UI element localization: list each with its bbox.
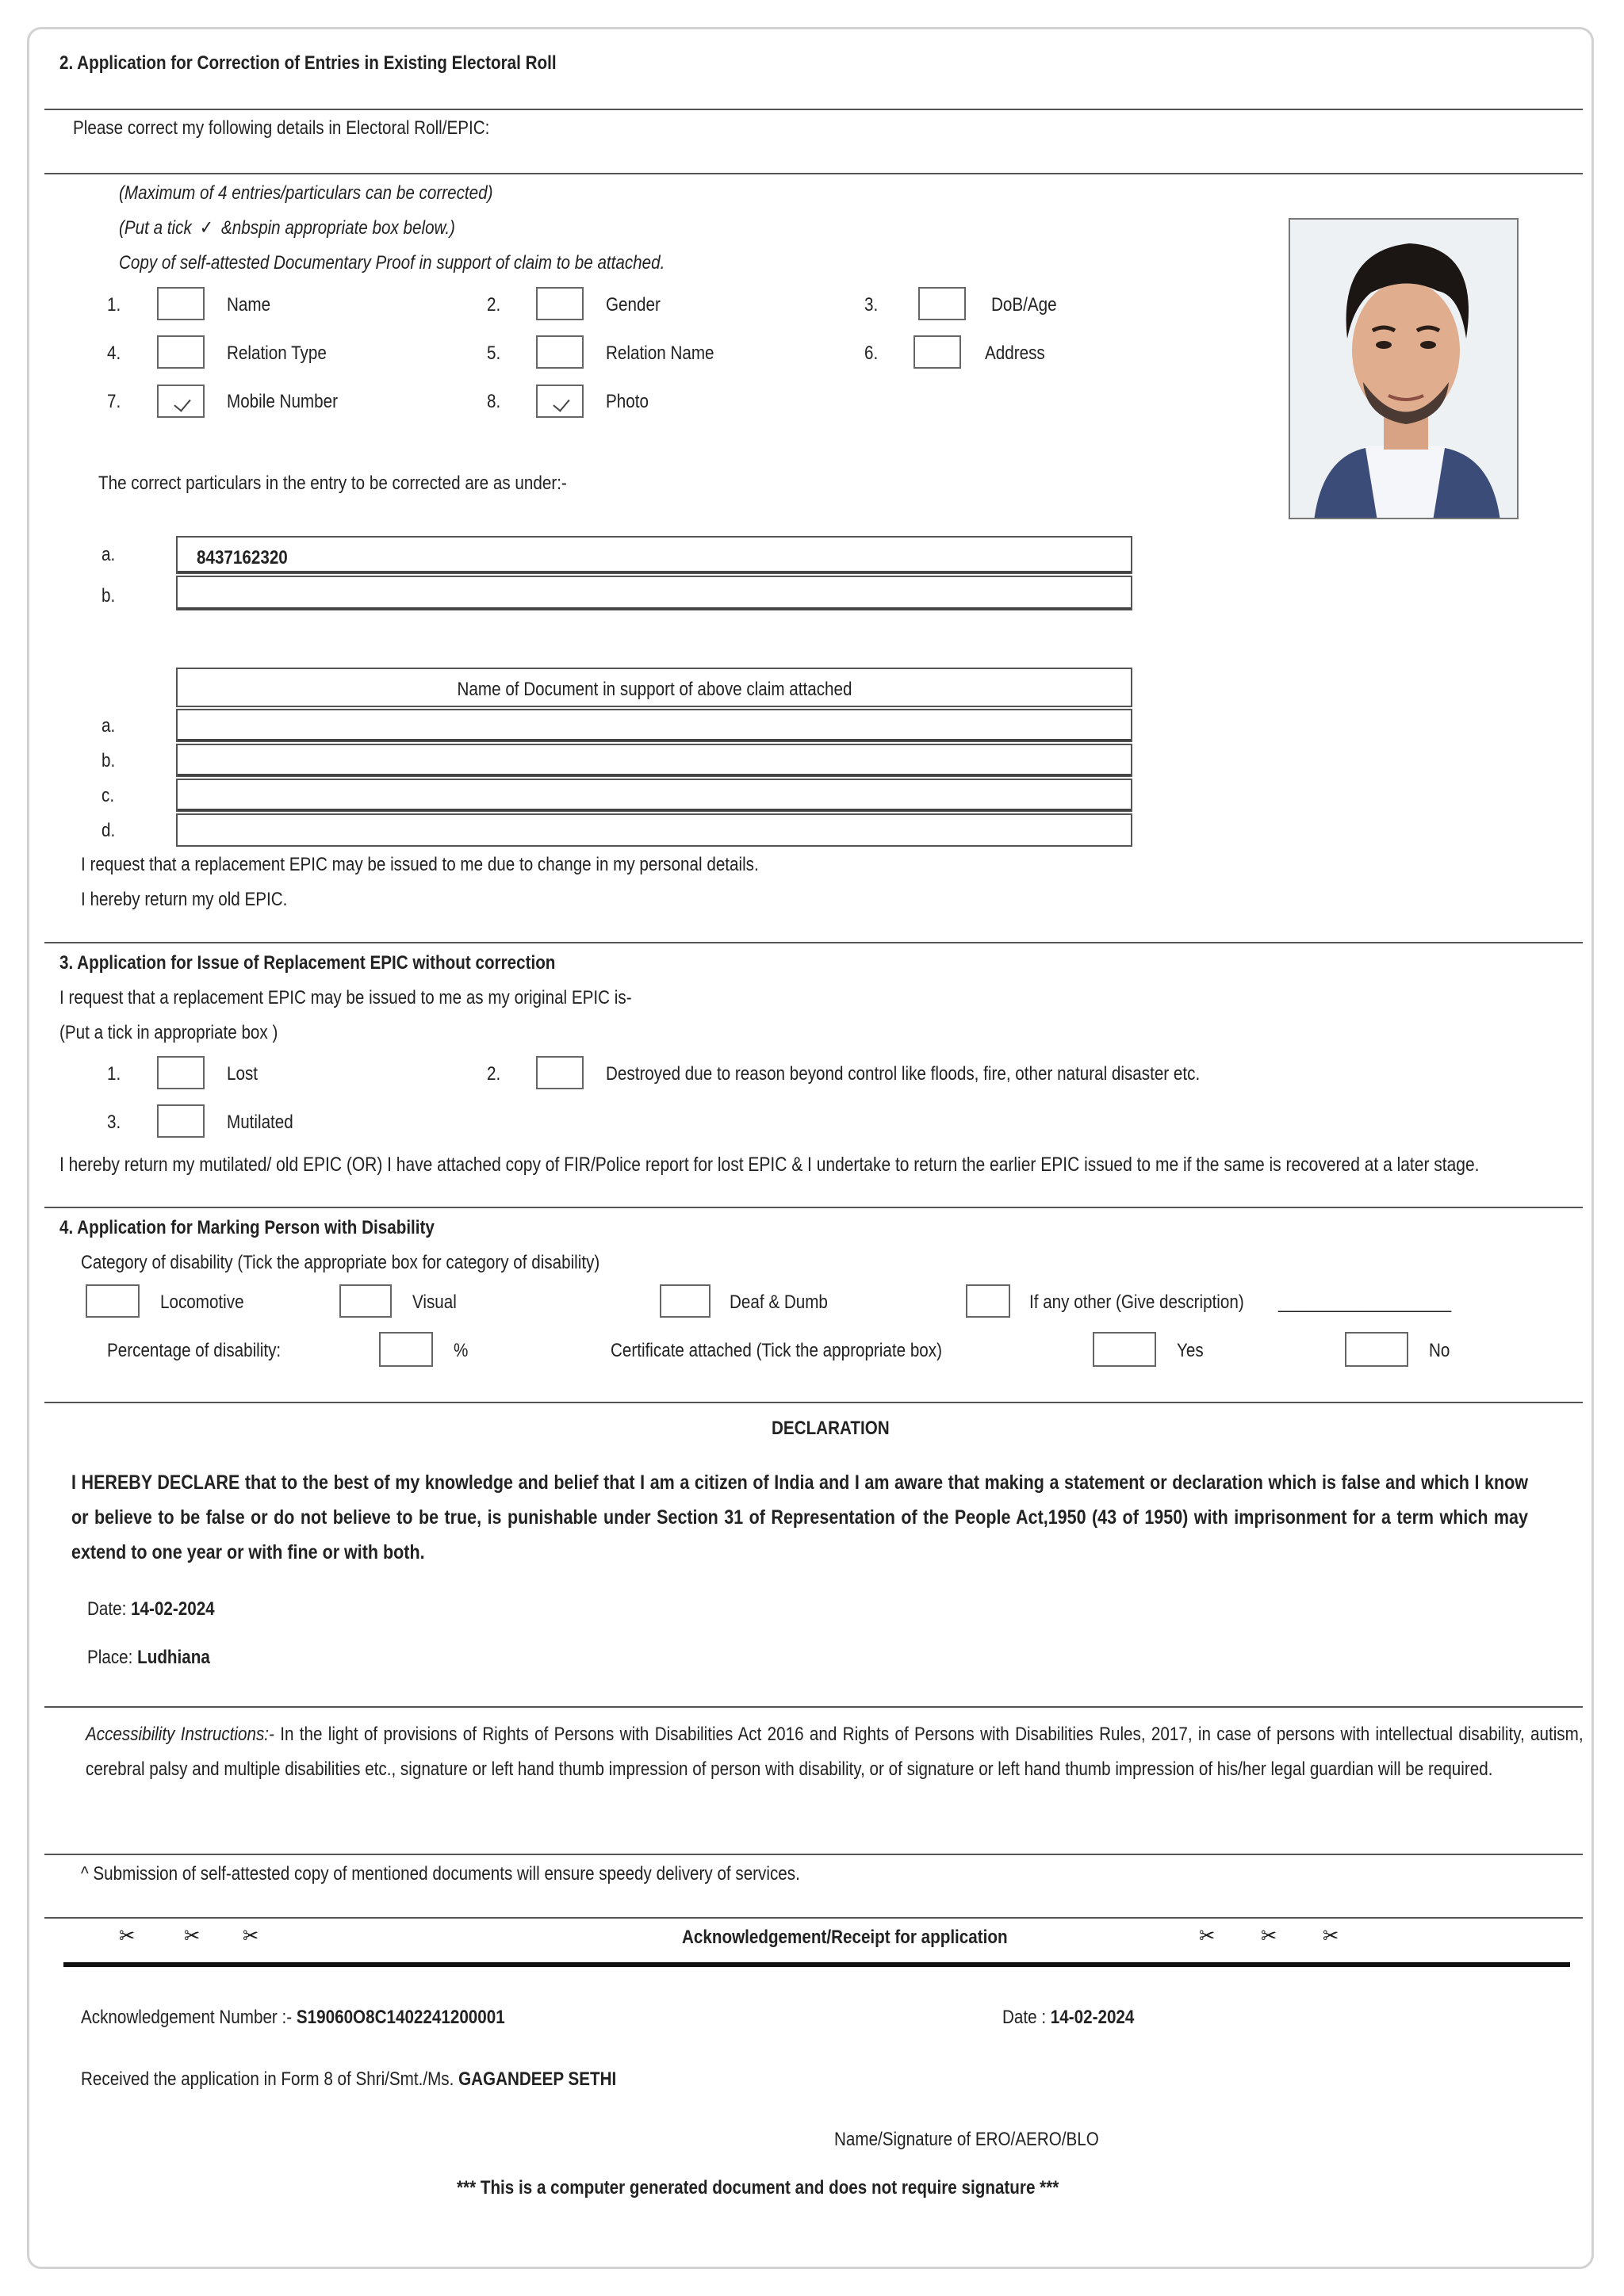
acknowledgement-number [81,2007,505,2029]
option-label: Address [985,342,1045,364]
correct-particulars-label: The correct particulars in the entry to be corrected are as under:- [98,473,567,494]
section2-title: 2. Application for Correction of Entries in Existing Electoral Roll [59,52,557,74]
destroyed-checkbox[interactable] [536,1056,584,1089]
option-label: Mobile Number [227,391,338,412]
applicant-photo-portrait [1290,220,1519,519]
note-tick [119,217,455,239]
no-label: No [1429,1340,1450,1361]
option-label: DoB/Age [991,294,1057,316]
option-number: 2. [487,294,501,316]
row-letter: a. [102,544,116,565]
row-letter: a. [102,715,116,737]
acknowledgement-title: Acknowledgement/Receipt for application [682,1927,1008,1948]
scissors-icon: ✂ [1261,1923,1277,1948]
scissors-icon: ✂ [119,1923,136,1948]
scissors-icon: ✂ [1323,1923,1339,1948]
accessibility-instructions [86,1717,1584,1787]
option-label: Lost [227,1063,259,1085]
visual-checkbox[interactable] [339,1284,392,1318]
option-label: Mutilated [227,1112,293,1133]
note-tick-before: (Put a tick [119,217,192,239]
option-label: Name [227,294,271,316]
name-checkbox[interactable] [157,287,205,320]
document-d-field[interactable] [176,813,1132,847]
percentage-input[interactable] [379,1332,433,1367]
option-label: Destroyed due to reason beyond control like floods, fire, other natural disaster etc. [606,1063,1201,1085]
divider [44,1706,1583,1708]
ack-date-value: 14-02-2024 [1050,2007,1135,2028]
divider [44,1402,1583,1403]
certificate-no-checkbox[interactable] [1345,1332,1408,1367]
lost-checkbox[interactable] [157,1056,205,1089]
place-label: Place: [87,1647,133,1668]
row-letter: b. [102,585,116,607]
divider [44,109,1583,110]
note-max-entries: (Maximum of 4 entries/particulars can be corrected) [119,182,493,204]
option-number: 3. [107,1112,121,1133]
document-a-field[interactable] [176,709,1132,742]
declaration-place [87,1647,210,1669]
submission-note-text: ^ Submission of self-attested copy of mentioned documents will ensure speedy delivery of services. [81,1863,800,1885]
applicant-photo [1289,218,1519,519]
tick-mark-icon: ✓ [199,217,214,239]
cut-line [63,1962,1570,1967]
section3-title: 3. Application for Issue of Replacement EPIC without correction [59,952,556,974]
particular-a-value: 8437162320 [197,547,288,568]
section3-request: I request that a replacement EPIC may be issued to me as my original EPIC is- [59,987,632,1008]
dob-age-checkbox[interactable] [918,287,966,320]
address-checkbox[interactable] [914,335,961,369]
disability-category-label: Category of disability (Tick the appropriate box for category of disability) [81,1252,600,1273]
section4-title: 4. Application for Marking Person with Disability [59,1217,435,1238]
scissors-icon: ✂ [243,1923,259,1948]
category-label: Visual [412,1292,457,1313]
certificate-yes-checkbox[interactable] [1093,1332,1156,1367]
locomotive-checkbox[interactable] [86,1284,140,1318]
relation-type-checkbox[interactable] [157,335,205,369]
scissors-icon: ✂ [1199,1923,1216,1948]
declaration-title: DECLARATION [772,1418,890,1439]
divider [44,1854,1583,1855]
declaration-text: I HEREBY DECLARE that to the best of my knowledge and belief that I am a citizen of India and I am aware that making a statement or declaration which is false and which I know or believe to be false or do not believe to be true, is punishable under Section 31 of Representation of the People Act,1950 (43 of 1950) with imprisonment for a term which may extend to one year or with fine or with both. [71,1471,1528,1563]
other-description-field[interactable]: ___________________ [1278,1292,1452,1313]
option-number: 8. [487,391,501,412]
checkmark-icon [174,394,190,411]
deaf-dumb-checkbox[interactable] [660,1284,710,1318]
option-number: 7. [107,391,121,412]
percent-sign: % [454,1340,469,1361]
accessibility-label: Accessibility Instructions:- [86,1724,274,1745]
yes-label: Yes [1177,1340,1204,1361]
option-number: 5. [487,342,501,364]
date-value: 14-02-2024 [131,1598,215,1620]
date-label: Date: [87,1598,127,1620]
divider [44,942,1583,943]
particular-a-field[interactable] [176,536,1132,574]
document-header-text: Name of Document in support of above claim attached [457,679,852,700]
row-letter: b. [102,750,116,771]
return-old-epic-text: I hereby return my old EPIC. [81,889,288,910]
received-application [81,2068,616,2091]
mutilated-checkbox[interactable] [157,1104,205,1138]
applicant-name: GAGANDEEP SETHI [458,2068,617,2090]
computer-generated-footer: *** This is a computer generated document and does not require signature *** [457,2177,1059,2198]
particular-b-field[interactable] [176,576,1132,610]
acknowledgement-date [1002,2007,1134,2029]
declaration-date [87,1598,215,1621]
note-proof: Copy of self-attested Documentary Proof in support of claim to be attached. [119,252,665,274]
mobile-number-checkbox[interactable] [157,385,205,418]
option-number: 1. [107,1063,121,1085]
row-letter: c. [102,785,115,806]
category-label: Deaf & Dumb [730,1292,828,1313]
section3-tick-note: (Put a tick in appropriate box ) [59,1022,278,1043]
option-label: Photo [606,391,649,412]
document-c-field[interactable] [176,779,1132,812]
section3-return-text: I hereby return my mutilated/ old EPIC (OR) I have attached copy of FIR/Police report for lost EPIC & I undertake to return the earlier EPIC issued to me if the same is recovered at a later stage. [59,1154,1480,1176]
signature-label: Name/Signature of ERO/AERO/BLO [834,2129,1099,2150]
option-label: Gender [606,294,661,316]
ack-number-label: Acknowledgement Number :- [81,2007,293,2028]
percentage-label: Percentage of disability: [107,1340,282,1361]
option-number: 3. [864,294,879,316]
category-label: Locomotive [160,1292,244,1313]
certificate-label: Certificate attached (Tick the appropriate box) [611,1340,942,1361]
option-number: 1. [107,294,121,316]
option-number: 2. [487,1063,501,1085]
option-number: 6. [864,342,879,364]
document-table-header [176,668,1132,707]
option-number: 4. [107,342,121,364]
divider [44,1917,1583,1919]
section2-intro: Please correct my following details in Electoral Roll/EPIC: [73,117,490,139]
received-label: Received the application in Form 8 of Shri/Smt./Ms. [81,2068,454,2090]
row-letter: d. [102,820,116,841]
ack-date-label: Date : [1002,2007,1047,2028]
option-label: Relation Name [606,342,714,364]
ack-number-value: S19060O8C1402241200001 [296,2007,505,2028]
document-b-field[interactable] [176,744,1132,777]
checkmark-icon [553,394,569,411]
accessibility-text: In the light of provisions of Rights of Persons with Disabilities Act 2016 and Rights of Persons with Disabilities Rules, 2017, in case of persons with intellectual disability, autism, cerebral palsy and multiple disabilities etc., signature or left hand thumb impression of person with disability, or of signature or left hand thumb impression of his/her legal guardian will be required. [86,1724,1584,1780]
gender-checkbox[interactable] [536,287,584,320]
divider [44,173,1583,174]
relation-name-checkbox[interactable] [536,335,584,369]
other-disability-checkbox[interactable] [966,1284,1010,1318]
note-tick-after: &nbspin appropriate box below.) [221,217,455,239]
category-label: If any other (Give description) [1029,1292,1244,1313]
place-value: Ludhiana [137,1647,210,1668]
photo-checkbox[interactable] [536,385,584,418]
divider [44,1207,1583,1208]
replacement-request-text: I request that a replacement EPIC may be issued to me due to change in my personal details. [81,854,759,875]
option-label: Relation Type [227,342,327,364]
scissors-icon: ✂ [184,1923,201,1948]
